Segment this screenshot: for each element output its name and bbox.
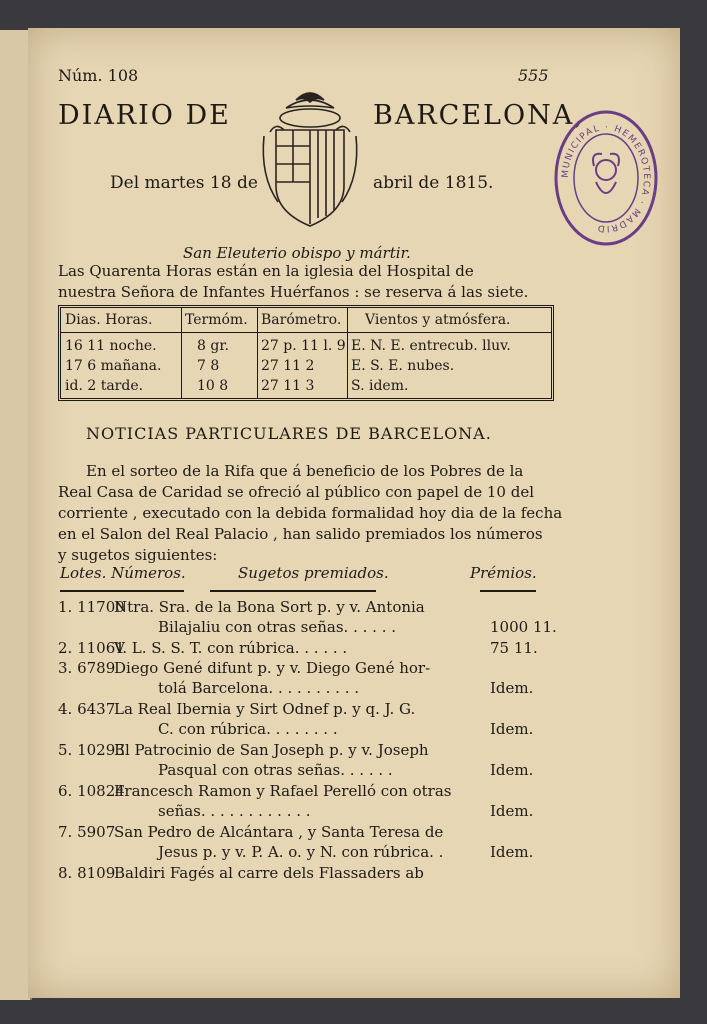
lot-number: 3. 6789: [58, 659, 116, 677]
date-line-right: abril de 1815.: [373, 173, 494, 193]
lot-subject-line: Francesch Ramon y Rafael Perelló con otras: [114, 782, 452, 800]
column-header-subjects: Sugetos premiados.: [238, 564, 389, 582]
weather-cell: id. 2 tarde.: [65, 378, 144, 394]
lot-subject-line: La Real Ibernia y Sirt Odnef p. y q. J. G.: [114, 700, 416, 718]
weather-cell: S. idem.: [351, 378, 409, 394]
intro-line-3: corriente , executado con la debida formalidad hoy dia de la fecha: [58, 504, 563, 522]
lot-subject-line: Ntra. Sra. de la Bona Sort p. y v. Antonia: [114, 598, 425, 616]
saint-of-day: San Eleuterio obispo y mártir.: [183, 244, 411, 262]
issue-number: Núm. 108: [58, 66, 139, 85]
lot-subject-line: El Patrocinio de San Joseph p. y v. Joseph: [114, 741, 429, 759]
lot-subject-line: V. L. S. S. T. con rúbrica. . . . . .: [114, 639, 348, 657]
column-rule: [480, 590, 536, 592]
stamp-text: MUNICIPAL · HEMEROTECA · MADRID: [560, 122, 652, 234]
section-heading: NOTICIAS PARTICULARES DE BARCELONA.: [86, 424, 492, 443]
lot-subject-line: San Pedro de Alcántara , y Santa Teresa de: [114, 823, 444, 841]
column-header-lots: Lotes. Números.: [60, 564, 186, 582]
lot-prize: 1000 11.: [490, 618, 557, 636]
weather-header-days: Dias. Horas.: [65, 312, 153, 328]
forty-hours-line-1: Las Quarenta Horas están en la iglesia del Hospital de: [58, 262, 474, 280]
weather-cell: 27 11 3: [261, 378, 315, 394]
weather-cell: E. N. E. entrecub. lluv.: [351, 338, 511, 354]
weather-cell: 16 11 noche.: [65, 338, 157, 354]
weather-cell: 17 6 mañana.: [65, 358, 162, 374]
lot-prize: 75 11.: [490, 639, 538, 657]
barcelona-coat-of-arms-icon: [256, 86, 364, 234]
column-header-prizes: Prémios.: [470, 564, 537, 582]
weather-cell: 27 p. 11 l. 9: [261, 338, 346, 354]
weather-header-winds: Vientos y atmósfera.: [365, 312, 511, 328]
hemeroteca-stamp-icon: [554, 108, 658, 248]
weather-cell: 10 8: [197, 378, 229, 394]
weather-table: [58, 305, 554, 401]
weather-header-thermometer: Termóm.: [185, 312, 248, 328]
lot-subject-line: Baldiri Fagés al carre dels Flassaders ab: [114, 864, 424, 882]
lot-subject-line: Jesus p. y v. P. A. o. y N. con rúbrica. .: [158, 843, 444, 861]
weather-cell: E. S. E. nubes.: [351, 358, 455, 374]
lot-number: 5. 10293: [58, 741, 125, 759]
intro-line-4: en el Salon del Real Palacio , han salido premiados los números: [58, 525, 543, 543]
masthead-title-left: DIARIO DE: [58, 100, 231, 131]
weather-cell: 8 gr.: [197, 338, 229, 354]
intro-line-5: y sugetos siguientes:: [58, 546, 218, 564]
newspaper-page: [28, 28, 680, 998]
lot-number: 1. 11700: [58, 598, 125, 616]
lot-number: 7. 5907: [58, 823, 116, 841]
intro-line-2: Real Casa de Caridad se ofreció al público con papel de 10 del: [58, 483, 535, 501]
lot-subject-line: Diego Gené difunt p. y v. Diego Gené hor-: [114, 659, 431, 677]
lot-subject-line: Bilajaliu con otras señas. . . . . .: [158, 618, 397, 636]
column-rule: [60, 590, 184, 592]
intro-line-1: En el sorteo de la Rifa que á beneficio de los Pobres de la: [86, 462, 524, 480]
lot-subject-line: Pasqual con otras señas. . . . . .: [158, 761, 393, 779]
lot-prize: Idem.: [490, 720, 534, 738]
weather-cell: 27 11 2: [261, 358, 315, 374]
lot-number: 4. 6437: [58, 700, 116, 718]
forty-hours-line-2: nuestra Señora de Infantes Huérfanos : se reserva á las siete.: [58, 283, 529, 301]
lot-prize: Idem.: [490, 802, 534, 820]
lot-number: 2. 11061: [58, 639, 125, 657]
lot-prize: Idem.: [490, 761, 534, 779]
date-line-left: Del martes 18 de: [110, 173, 258, 193]
weather-header-barometer: Barómetro.: [261, 312, 342, 328]
masthead-title-right: BARCELONA,: [373, 100, 585, 131]
lot-subject-line: señas. . . . . . . . . . . .: [158, 802, 311, 820]
lot-number: 8. 8109: [58, 864, 116, 882]
column-rule: [210, 590, 376, 592]
lot-number: 6. 10824: [58, 782, 125, 800]
lot-prize: Idem.: [490, 679, 534, 697]
weather-cell: 7 8: [197, 358, 220, 374]
lot-subject-line: tolá Barcelona. . . . . . . . . .: [158, 679, 360, 697]
page-number: 555: [518, 66, 549, 85]
lot-subject-line: C. con rúbrica. . . . . . . .: [158, 720, 338, 738]
lot-prize: Idem.: [490, 843, 534, 861]
